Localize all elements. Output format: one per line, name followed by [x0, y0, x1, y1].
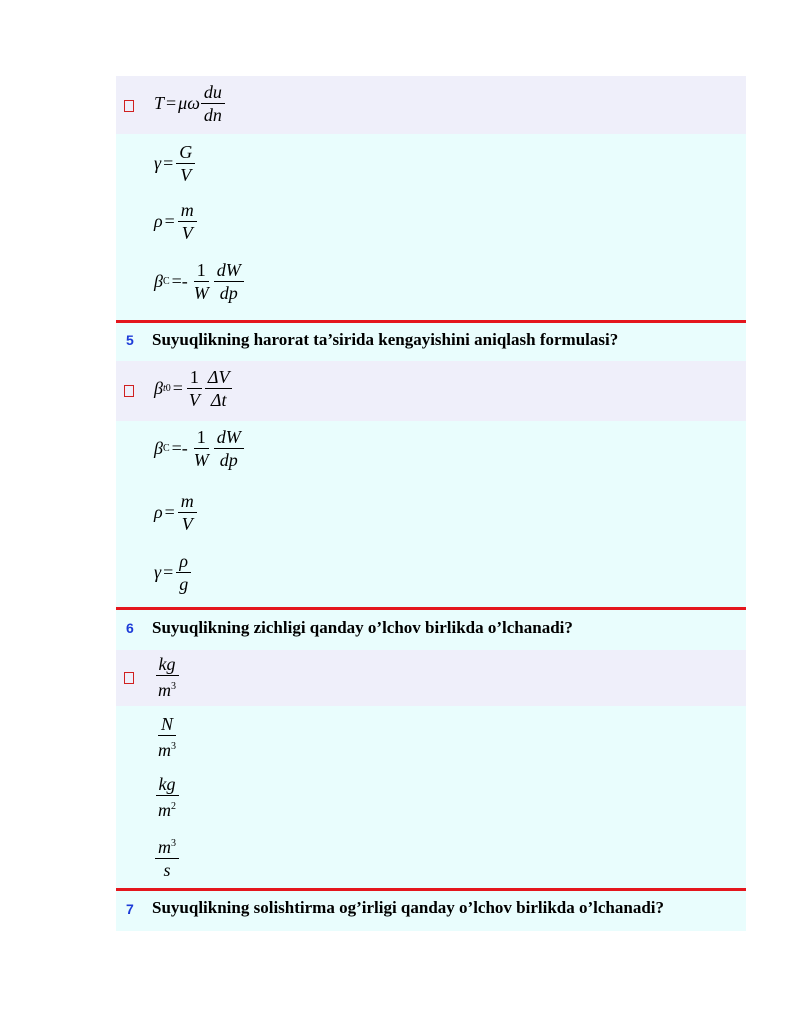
option-group	[116, 706, 746, 888]
question-row	[116, 323, 746, 361]
formula[interactable]: γ = $\frac{G}{V}$	[154, 142, 196, 185]
question-text: Suyuqlikning zichligi qanday o’lchov birlikda o’lchanadi?	[152, 618, 573, 637]
question-text: Suyuqlikning harorat ta’sirida kengayishini aniqlash formulasi?	[152, 330, 619, 349]
option-row-correct[interactable]	[116, 76, 746, 134]
quiz-sheet	[116, 76, 746, 931]
formula: $\frac{kg}{m^3}$	[154, 654, 180, 700]
option-row-correct[interactable]	[116, 650, 746, 706]
question-number: 6	[126, 620, 134, 636]
formula[interactable]: $\frac{N}{m^3}$	[158, 714, 176, 760]
question-number: 7	[126, 901, 134, 917]
formula[interactable]: $\frac{m^3}{s}$	[154, 834, 180, 880]
option-group	[116, 134, 746, 320]
formula[interactable]: ρ = $\frac{m}{V}$	[154, 491, 198, 534]
formula[interactable]: β C =- $\frac{1}{W}$ $\frac{dW}{dp}$	[154, 427, 245, 470]
question-row	[116, 891, 746, 931]
option-row-correct[interactable]	[116, 361, 746, 421]
question-number: 5	[126, 332, 134, 348]
formula: β t 0 = $\frac{1}{V}$ $\frac{\Delta V}{\Delta t}$	[154, 367, 233, 410]
answer-marker-icon	[124, 385, 134, 397]
formula[interactable]: ρ = $\frac{m}{V}$	[154, 200, 198, 243]
question-text: Suyuqlikning solishtirma og’irligi qanday o’lchov birlikda o’lchanadi?	[152, 898, 665, 917]
answer-marker-icon	[124, 100, 134, 112]
formula: T = μω $\frac{du}{dn}$	[154, 82, 226, 125]
option-group	[116, 421, 746, 607]
formula[interactable]: $\frac{kg}{m^2}$	[154, 774, 180, 820]
answer-marker-icon	[124, 672, 134, 684]
formula[interactable]: β C =- $\frac{1}{W}$ $\frac{dW}{dp}$	[154, 260, 245, 303]
formula[interactable]: γ = $\frac{\rho}{g}$	[154, 551, 192, 594]
question-row	[116, 610, 746, 650]
